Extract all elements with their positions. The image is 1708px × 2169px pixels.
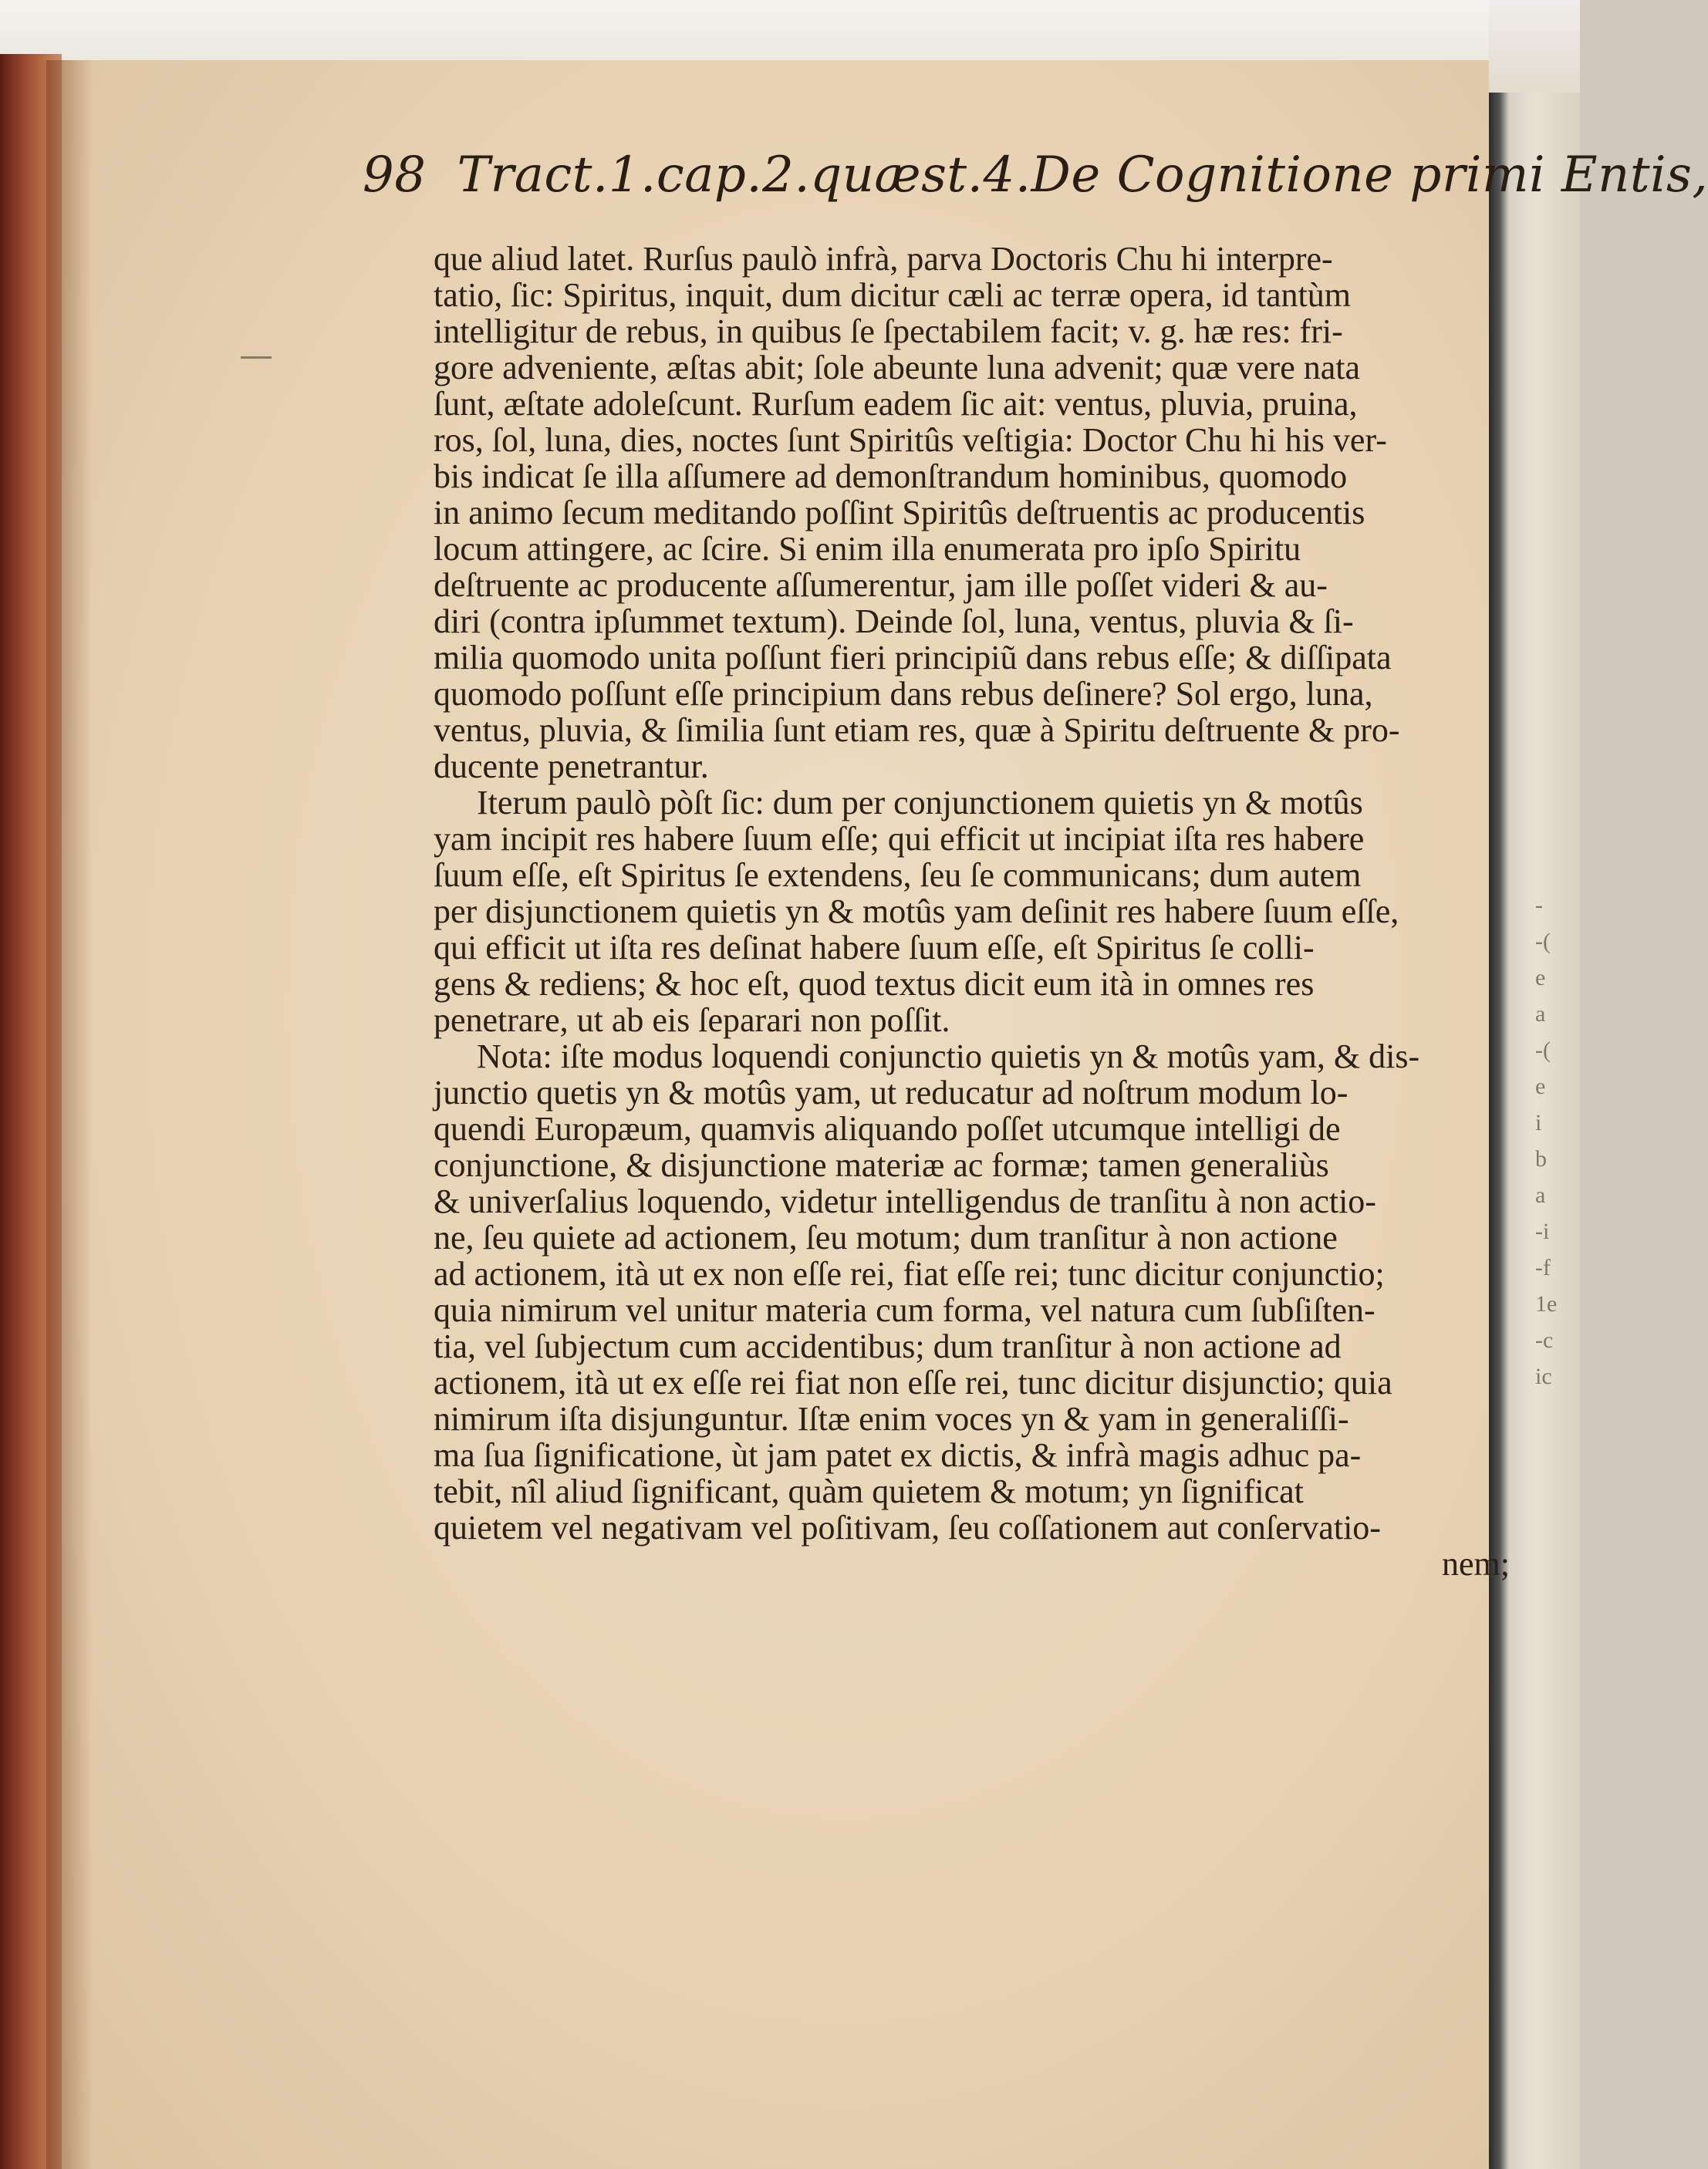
margin-fragment: -( <box>1535 929 1551 954</box>
text-line: ad actionem, ità ut ex non eſſe rei, fiat eſſe rei; tunc dicitur conjunctio; <box>434 1255 1385 1293</box>
margin-fragment: e <box>1535 1074 1546 1099</box>
text-line: ſuum eſſe, eſt Spiritus ſe extendens, ſeu ſe communicans; dum autem <box>434 856 1362 894</box>
margin-mark <box>241 356 272 359</box>
margin-fragment: ic <box>1535 1364 1552 1389</box>
margin-fragment: -( <box>1535 1037 1551 1063</box>
paragraph-start-line: Nota: iſte modus loquendi conjunctio quietis yn & motûs yam, & dis- <box>477 1037 1420 1075</box>
text-line: tia, vel ſubjectum cum accidentibus; dum tranſitur à non actione ad <box>434 1327 1342 1365</box>
text-line: tatio, ſic: Spiritus, inquit, dum dicitur cæli ac terræ opera, id tantùm <box>434 276 1352 314</box>
text-line: penetrare, ut ab eis ſeparari non poſſit. <box>434 1001 950 1039</box>
margin-fragment: -c <box>1535 1327 1554 1353</box>
text-line: quietem vel negativam vel poſitivam, ſeu coſſationem aut conſervatio- <box>434 1509 1381 1547</box>
text-line: conjunctione, & disjunctione materiæ ac formæ; tamen generaliùs <box>434 1146 1329 1184</box>
text-line: que aliud latet. Rurſus paulò infrà, parva Doctoris Chu hi interpre- <box>434 240 1333 278</box>
margin-fragment: a <box>1535 1182 1546 1208</box>
text-line: ma ſua ſignificatione, ùt jam patet ex dictis, & infrà magis adhuc pa- <box>434 1436 1362 1474</box>
scanner-background-corner <box>1489 0 1580 93</box>
margin-fragment: e <box>1535 965 1546 990</box>
margin-fragment: 1e <box>1535 1291 1558 1317</box>
text-line: locum attingere, ac ſcire. Si enim illa enumerata pro ipſo Spiritu <box>434 530 1301 568</box>
text-line: junctio quetis yn & motûs yam, ut reducatur ad noſtrum modum lo- <box>434 1074 1349 1111</box>
facing-page-fragments <box>1535 887 1580 1395</box>
text-line: ſunt, æſtate adoleſcunt. Rurſum eadem ſic ait: ventus, pluvia, pruina, <box>434 385 1358 423</box>
margin-fragment: a <box>1535 1001 1546 1027</box>
gutter-shadow <box>46 60 93 2169</box>
text-line: ne, ſeu quiete ad actionem, ſeu motum; dum tranſitur à non actione <box>434 1219 1338 1257</box>
text-line: per disjunctionem quietis yn & motûs yam deſinit res habere ſuum eſſe, <box>434 892 1399 930</box>
running-title: Tract.1.cap.2.quæst.4.De Cognitione primi Entis, <box>457 147 1708 204</box>
text-line: ducente penetrantur. <box>434 747 709 785</box>
text-line: tebit, nîl aliud ſignificant, quàm quietem & motum; yn ſignificat <box>434 1472 1304 1510</box>
text-line: ros, ſol, luna, dies, noctes ſunt Spiritûs veſtigia: Doctor Chu hi his ver- <box>434 421 1387 459</box>
text-line: quendi Europæum, quamvis aliquando poſſet utcumque intelligi de <box>434 1110 1341 1148</box>
text-line: ventus, pluvia, & ſimilia ſunt etiam res, quæ à Spiritu deſtruente & pro- <box>434 711 1400 749</box>
catchword-line: nem; <box>1442 1545 1510 1583</box>
text-line: quomodo poſſunt eſſe principium dans rebus deſinere? Sol ergo, luna, <box>434 675 1373 713</box>
running-header <box>363 147 1708 204</box>
text-line: nimirum iſta disjunguntur. Iſtæ enim voces yn & yam in generaliſſi- <box>434 1400 1349 1438</box>
margin-fragment: b <box>1535 1146 1547 1172</box>
text-line: quia nimirum vel unitur materia cum forma, vel natura cum ſubſiſten- <box>434 1291 1376 1329</box>
body-text <box>434 241 1510 1582</box>
page-number: 98 <box>363 147 427 204</box>
scanner-background <box>0 0 1489 60</box>
text-line: intelligitur de rebus, in quibus ſe ſpectabilem facit; v. g. hæ res: fri- <box>434 312 1343 350</box>
text-line: qui efficit ut iſta res deſinat habere ſuum eſſe, eſt Spiritus ſe colli- <box>434 929 1315 966</box>
margin-fragment: -i <box>1535 1219 1550 1244</box>
text-line: yam incipit res habere ſuum eſſe; qui efficit ut incipiat iſta res habere <box>434 820 1365 858</box>
text-line: in animo ſecum meditando poſſint Spiritûs deſtruentis ac producentis <box>434 494 1365 531</box>
text-line: milia quomodo unita poſſunt fieri principiũ dans rebus eſſe; & diſſipata <box>434 639 1392 676</box>
paragraph-start-line: Iterum paulò pòſt ſic: dum per conjunctionem quietis yn & motûs <box>477 784 1363 821</box>
text-line: actionem, ità ut ex eſſe rei fiat non eſſe rei, tunc dicitur disjunctio; quia <box>434 1364 1392 1402</box>
margin-fragment: i <box>1535 1110 1542 1135</box>
text-line: diri (contra ipſummet textum). Deinde ſol, luna, ventus, pluvia & ſi- <box>434 602 1354 640</box>
text-line: deſtruente ac producente aſſumerentur, jam ille poſſet videri & au- <box>434 566 1328 604</box>
margin-fragment: - <box>1535 892 1543 918</box>
text-line: & univerſalius loquendo, videtur intelligendus de tranſitu à non actio- <box>434 1182 1376 1220</box>
margin-fragment: -f <box>1535 1255 1551 1280</box>
text-line: gens & rediens; & hoc eſt, quod textus dicit eum ità in omnes res <box>434 965 1315 1003</box>
text-line: gore adveniente, æſtas abit; ſole abeunte luna advenit; quæ vere nata <box>434 349 1361 386</box>
text-line: bis indicat ſe illa aſſumere ad demonſtrandum hominibus, quomodo <box>434 457 1348 495</box>
